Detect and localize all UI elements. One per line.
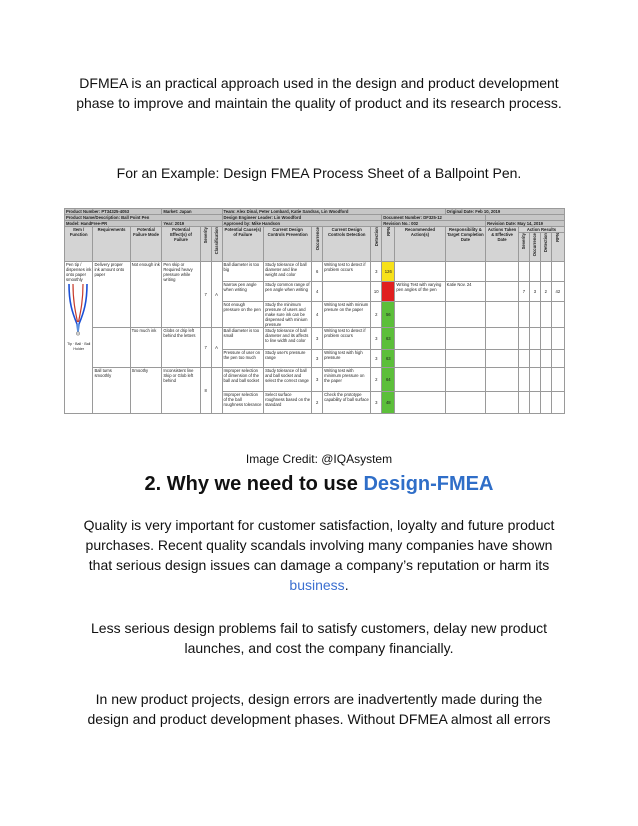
fmea-header-cell: Product Name/Description: Ball Point Pen bbox=[65, 215, 223, 221]
fmea-occurrence: 3 bbox=[312, 328, 323, 350]
fmea-column-header: Responsibility & Target Completion Date bbox=[445, 227, 485, 262]
fmea-cause: Ball diameter is too small bbox=[222, 328, 264, 350]
fmea-result-severity bbox=[518, 328, 529, 350]
fmea-column-header bbox=[371, 227, 382, 262]
fmea-result-rpn bbox=[551, 392, 564, 414]
pen-tip-diagram bbox=[66, 282, 91, 342]
fmea-recommended-action bbox=[395, 392, 445, 414]
fmea-vertical-label: Severity bbox=[203, 227, 209, 244]
fmea-action-taken bbox=[486, 328, 519, 350]
fmea-result-rpn bbox=[551, 262, 564, 282]
fmea-detection-control bbox=[323, 282, 371, 302]
fmea-requirement: Delivery proper ink amount onto paper bbox=[93, 262, 130, 328]
fmea-detection-control: Writing test with high pressure bbox=[323, 350, 371, 368]
fmea-action-taken bbox=[486, 302, 519, 328]
fmea-failure-mode: Not enough ink bbox=[130, 262, 162, 328]
fmea-header-cell: Design Engineer Leader: Lin Woodford bbox=[222, 215, 382, 221]
fmea-vertical-label: Occurrence bbox=[532, 233, 538, 257]
fmea-action-taken bbox=[486, 368, 519, 392]
fmea-table bbox=[64, 208, 565, 414]
fmea-recommended-action bbox=[395, 262, 445, 282]
section-heading-text: 2. Why we need to use bbox=[144, 473, 364, 495]
fmea-detection-control: Check the prototype capability of ball surface bbox=[323, 392, 371, 414]
fmea-occurrence: 3 bbox=[312, 350, 323, 368]
fmea-result-detection bbox=[540, 368, 551, 392]
fmea-column-header: Item / Function bbox=[65, 227, 93, 262]
fmea-classification: A bbox=[211, 328, 222, 368]
fmea-result-severity: 7 bbox=[518, 282, 529, 302]
fmea-recommended-action bbox=[395, 350, 445, 368]
fmea-rpn: 64 bbox=[382, 368, 395, 392]
fmea-column-header bbox=[518, 233, 529, 262]
fmea-header-cell: Model: HandFree-PR bbox=[65, 221, 162, 227]
fmea-result-detection bbox=[540, 262, 551, 282]
fmea-header-cell: Year: 2019 bbox=[162, 221, 222, 227]
fmea-severity: 7 bbox=[200, 328, 211, 368]
fmea-occurrence: 2 bbox=[312, 392, 323, 414]
fmea-failure-effect: Pen skip or Required heavy pressure while writing bbox=[162, 262, 200, 328]
fmea-detection: 3 bbox=[371, 350, 382, 368]
fmea-responsibility bbox=[445, 302, 485, 328]
fmea-requirement bbox=[93, 328, 130, 368]
fmea-column-header bbox=[200, 227, 211, 262]
fmea-cause: Narrow pen angle when writing bbox=[222, 282, 264, 302]
fmea-row bbox=[65, 368, 565, 392]
fmea-classification bbox=[211, 368, 222, 414]
fmea-result-detection bbox=[540, 350, 551, 368]
fmea-column-header bbox=[529, 233, 540, 262]
fmea-row bbox=[65, 262, 565, 282]
fmea-vertical-label: Detection bbox=[543, 233, 549, 253]
fmea-vertical-label: RPN bbox=[555, 233, 561, 242]
fmea-column-header bbox=[551, 233, 564, 262]
fmea-column-header bbox=[211, 227, 222, 262]
fmea-cause: Pressure of user on the pen too much bbox=[222, 350, 264, 368]
fmea-detection-control: Writing test to detect if problem occurs bbox=[323, 328, 371, 350]
example-line: For an Example: Design FMEA Process Sheet of a Ballpoint Pen. bbox=[116, 165, 522, 181]
fmea-responsibility: Katie Nov. 24 bbox=[445, 282, 485, 302]
fmea-failure-mode: Too much ink bbox=[130, 328, 162, 368]
fmea-result-severity bbox=[518, 302, 529, 328]
fmea-responsibility bbox=[445, 392, 485, 414]
fmea-recommended-action bbox=[395, 302, 445, 328]
fmea-prevention: Study common range of pen angle when writing bbox=[264, 282, 312, 302]
fmea-result-occurrence bbox=[529, 328, 540, 350]
fmea-result-rpn bbox=[551, 302, 564, 328]
fmea-header-cell: Team: Alex Dinal, Peter Lombard, Katie Sandras, Lin Woodford bbox=[222, 209, 445, 215]
fmea-row bbox=[65, 328, 565, 350]
design-errors-paragraph: In new product projects, design errors are inadvertently made during the design and product development phases. Without DFMEA almost all errors bbox=[87, 691, 551, 727]
fmea-detection: 3 bbox=[371, 262, 382, 282]
fmea-item-function bbox=[65, 262, 93, 414]
fmea-column-header: Potential Cause(s) of Failure bbox=[222, 227, 264, 262]
fmea-recommended-action: Writing Test with varying pen angles of the pen bbox=[395, 282, 445, 302]
fmea-cause: Ball diameter is too big bbox=[222, 262, 264, 282]
fmea-column-header bbox=[382, 227, 395, 262]
fmea-prevention: Study user's pressure range bbox=[264, 350, 312, 368]
fmea-column-header: Current Design Controls Detection bbox=[323, 227, 371, 262]
fmea-recommended-action bbox=[395, 328, 445, 350]
fmea-detection: 2 bbox=[371, 302, 382, 328]
fmea-prevention: Study tolerance of ball diameter and line weight and color bbox=[264, 262, 312, 282]
fmea-result-detection: 2 bbox=[540, 282, 551, 302]
fmea-responsibility bbox=[445, 262, 485, 282]
fmea-classification: A bbox=[211, 262, 222, 328]
fmea-result-detection bbox=[540, 328, 551, 350]
fmea-rpn: 63 bbox=[382, 350, 395, 368]
fmea-result-severity bbox=[518, 262, 529, 282]
fmea-vertical-label: Detection bbox=[373, 227, 379, 247]
less-serious-paragraph: Less serious design problems fail to satisfy customers, delay new product launches, and cost the company financially. bbox=[91, 620, 547, 656]
fmea-detection-control: Writing test with minium presure on the paper bbox=[323, 302, 371, 328]
fmea-occurrence: 6 bbox=[312, 262, 323, 282]
fmea-column-header: Current Design Controls Prevention bbox=[264, 227, 312, 262]
fmea-vertical-label: RPN bbox=[385, 227, 391, 236]
fmea-sheet-image bbox=[64, 208, 565, 445]
pen-tip-icon bbox=[66, 282, 90, 342]
fmea-failure-effect: Inconsistent line Skip or Glob left behind bbox=[162, 368, 200, 414]
fmea-detection-control: Writing test to detect if problem occurs bbox=[323, 262, 371, 282]
section-heading bbox=[0, 470, 638, 498]
fmea-column-header bbox=[312, 227, 323, 262]
fmea-result-occurrence bbox=[529, 368, 540, 392]
fmea-item-function-text: Pen tip / dispenses ink onto paper smoothly bbox=[66, 262, 92, 282]
fmea-result-occurrence bbox=[529, 392, 540, 414]
fmea-detection: 3 bbox=[371, 328, 382, 350]
fmea-vertical-label: Occurrence bbox=[314, 227, 320, 251]
fmea-vertical-label: Severity bbox=[521, 233, 527, 250]
fmea-failure-mode: Smoothy bbox=[130, 368, 162, 414]
fmea-rpn: 126 bbox=[382, 262, 395, 282]
fmea-result-occurrence bbox=[529, 262, 540, 282]
fmea-result-rpn bbox=[551, 328, 564, 350]
fmea-requirement: Ball turns smoothly bbox=[93, 368, 130, 414]
fmea-result-rpn bbox=[551, 350, 564, 368]
fmea-column-header: Action Results bbox=[518, 227, 564, 233]
fmea-failure-effect: Globs or drip left behind the letters bbox=[162, 328, 200, 368]
quality-paragraph-text: Quality is very important for customer satisfaction, loyalty and future product purchases. Recent quality scandals involving many companies have shown that serious design issues can damage a company’s reputation or harm its bbox=[83, 517, 555, 573]
fmea-result-occurrence: 3 bbox=[529, 282, 540, 302]
fmea-result-detection bbox=[540, 392, 551, 414]
section-heading-highlight: Design-FMEA bbox=[363, 473, 494, 495]
fmea-header-cell: Document Number: DF325-12 bbox=[382, 215, 486, 221]
fmea-prevention: Select surface roughness based on the standard bbox=[264, 392, 312, 414]
fmea-result-severity bbox=[518, 392, 529, 414]
fmea-result-rpn bbox=[551, 368, 564, 392]
fmea-occurrence: 4 bbox=[312, 282, 323, 302]
fmea-result-severity bbox=[518, 350, 529, 368]
fmea-prevention: Study tolerance of ball and ball socket and select the correct range bbox=[264, 368, 312, 392]
fmea-action-taken bbox=[486, 392, 519, 414]
fmea-occurrence: 4 bbox=[312, 302, 323, 328]
quality-paragraph-end: . bbox=[344, 577, 349, 593]
business-link[interactable]: business bbox=[289, 577, 345, 593]
fmea-header-cell: Revision No.: 002 bbox=[382, 221, 486, 227]
fmea-result-rpn: 42 bbox=[551, 282, 564, 302]
fmea-severity: 7 bbox=[200, 262, 211, 328]
quality-paragraph bbox=[74, 515, 564, 595]
fmea-cause: Not enough pressure on the pen bbox=[222, 302, 264, 328]
fmea-result-occurrence bbox=[529, 302, 540, 328]
fmea-action-taken bbox=[486, 282, 519, 302]
fmea-result-severity bbox=[518, 368, 529, 392]
fmea-occurrence: 3 bbox=[312, 368, 323, 392]
fmea-detection: 2 bbox=[371, 368, 382, 392]
fmea-vertical-label: Classification bbox=[214, 227, 220, 255]
fmea-responsibility bbox=[445, 350, 485, 368]
fmea-cause: Improper selection of dimension of the ball and ball socket bbox=[222, 368, 264, 392]
fmea-column-header bbox=[540, 233, 551, 262]
fmea-rpn: 56 bbox=[382, 302, 395, 328]
fmea-action-taken bbox=[486, 350, 519, 368]
fmea-detection: 10 bbox=[371, 282, 382, 302]
fmea-action-taken bbox=[486, 262, 519, 282]
intro-paragraph: DFMEA is an practical approach used in the design and product development phase to improve and maintain the quality of product and its research process. bbox=[76, 75, 562, 111]
fmea-header-cell: Original Date: Feb 10, 2019 bbox=[445, 209, 564, 215]
fmea-header-cell: Market: Japan bbox=[162, 209, 222, 215]
fmea-responsibility bbox=[445, 328, 485, 350]
fmea-header-cell: Approved by: Mike Handson bbox=[222, 221, 382, 227]
fmea-prevention: Study the minimum pressure of users and make sure ink can be dispensed with minium pressure bbox=[264, 302, 312, 328]
fmea-column-header: Potential Failure Mode bbox=[130, 227, 162, 262]
fmea-column-header: Requirements bbox=[93, 227, 130, 262]
fmea-header-cell: Revision Date: May 14, 2019 bbox=[486, 221, 565, 227]
fmea-severity: 8 bbox=[200, 368, 211, 414]
pen-tip-labels: Tip · Ball · Ball Holder bbox=[67, 342, 91, 351]
fmea-result-detection bbox=[540, 302, 551, 328]
fmea-rpn: 63 bbox=[382, 328, 395, 350]
fmea-column-header: Recommended Action(s) bbox=[395, 227, 445, 262]
fmea-recommended-action bbox=[395, 368, 445, 392]
fmea-rpn: 48 bbox=[382, 392, 395, 414]
fmea-responsibility bbox=[445, 368, 485, 392]
fmea-result-occurrence bbox=[529, 350, 540, 368]
fmea-cause: Improper selection of the ball roughness tolerance bbox=[222, 392, 264, 414]
image-credit: Image Credit: @IQAsystem bbox=[245, 452, 393, 466]
fmea-header-cell: Product Number: PT34325-4053 bbox=[65, 209, 162, 215]
fmea-column-header: Potential Effect(s) of Failure bbox=[162, 227, 200, 262]
fmea-rpn bbox=[382, 282, 395, 302]
fmea-detection-control: Writing test with minimum pressure on the paper bbox=[323, 368, 371, 392]
fmea-column-header: Actions Taken & Effective Date bbox=[486, 227, 519, 262]
fmea-prevention: Study tolerance of ball diameter and its affects to line width and color bbox=[264, 328, 312, 350]
fmea-detection: 3 bbox=[371, 392, 382, 414]
